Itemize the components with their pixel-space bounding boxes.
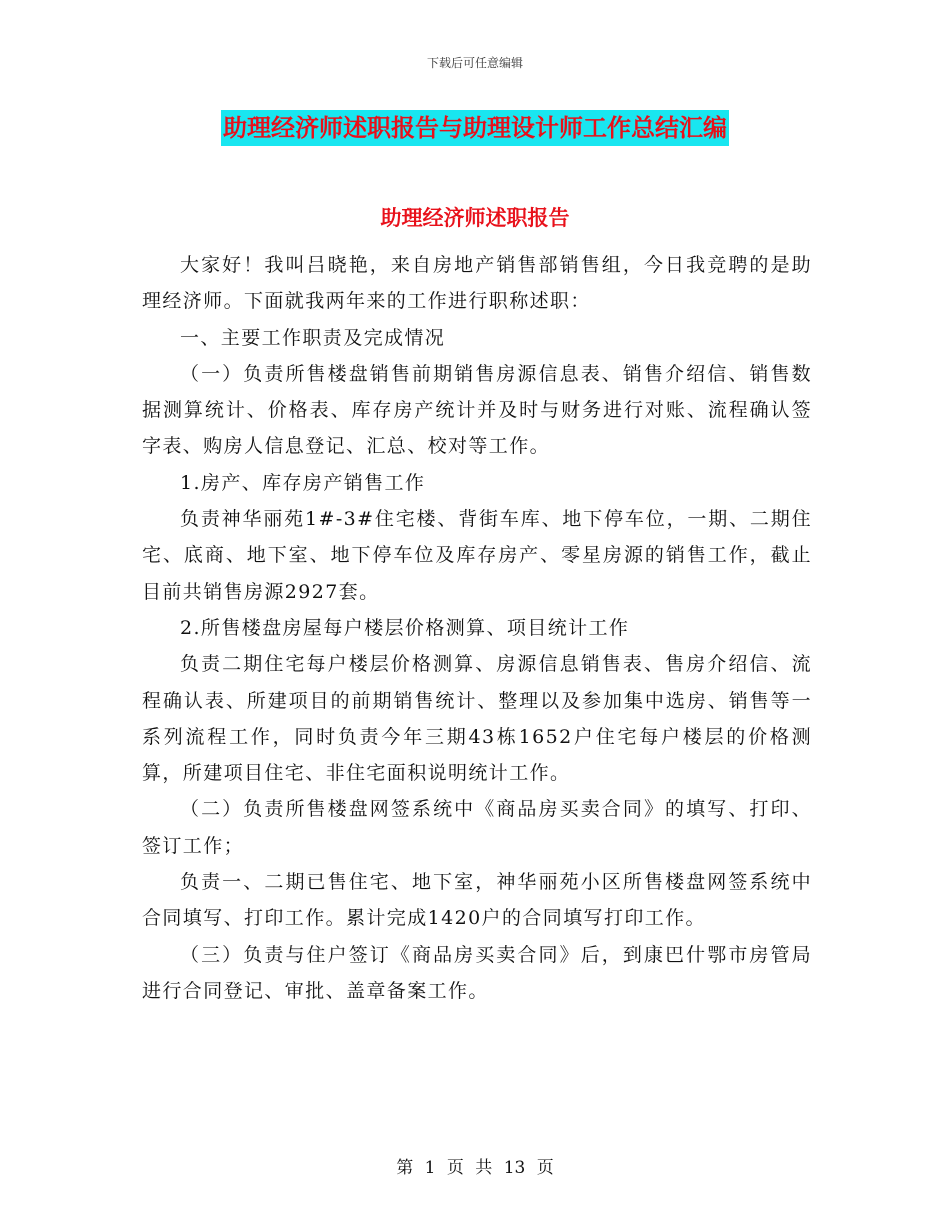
paragraph: （一）负责所售楼盘销售前期销售房源信息表、销售介绍信、销售数据测算统计、价格表、库存房产统计并及时与财务进行对账、流程确认签字表、购房人信息登记、汇总、校对等工作。 [142,362,812,458]
paragraph: （二）负责所售楼盘网签系统中《商品房买卖合同》的填写、打印、签订工作； [142,798,812,857]
paragraph: 负责神华丽苑1#-3#住宅楼、背街车库、地下停车位，一期、二期住宅、底商、地下室、地下停车位及库存房产、零星房源的销售工作，截止目前共销售房源2927套。 [142,508,812,603]
document-title [0,110,950,146]
paragraph: （三）负责与住户签订《商品房买卖合同》后，到康巴什鄂市房管局进行合同登记、审批、盖章备案工作。 [142,943,812,1002]
body-text [142,247,812,1009]
header-note: 下载后可任意编辑 [426,56,523,70]
paragraph: 负责二期住宅每户楼层价格测算、房源信息销售表、售房介绍信、流程确认表、所建项目的前期销售统计、整理以及参加集中选房、销售等一系列流程工作，同时负责今年三期43栋1652户住宅每户楼层的价格测算，所建项目住宅、非住宅面积说明统计工作。 [142,653,812,785]
paragraph: 2.所售楼盘房屋每户楼层价格测算、项目统计工作 [180,616,630,639]
page-footer: 第 1 页 共 13 页 [396,1158,554,1178]
paragraph: 负责一、二期已售住宅、地下室，神华丽苑小区所售楼盘网签系统中合同填写、打印工作。累计完成1420户的合同填写打印工作。 [142,871,812,930]
section-title: 助理经济师述职报告 [380,205,570,230]
document-title-text: 助理经济师述职报告与助理设计师工作总结汇编 [221,110,729,146]
paragraph: 1.房产、库存房产销售工作 [180,471,426,494]
paragraph: 一、主要工作职责及完成情况 [180,326,446,349]
paragraph: 大家好！我叫吕晓艳，来自房地产销售部销售组，今日我竞聘的是助理经济师。下面就我两年来的工作进行职称述职： [142,254,812,313]
